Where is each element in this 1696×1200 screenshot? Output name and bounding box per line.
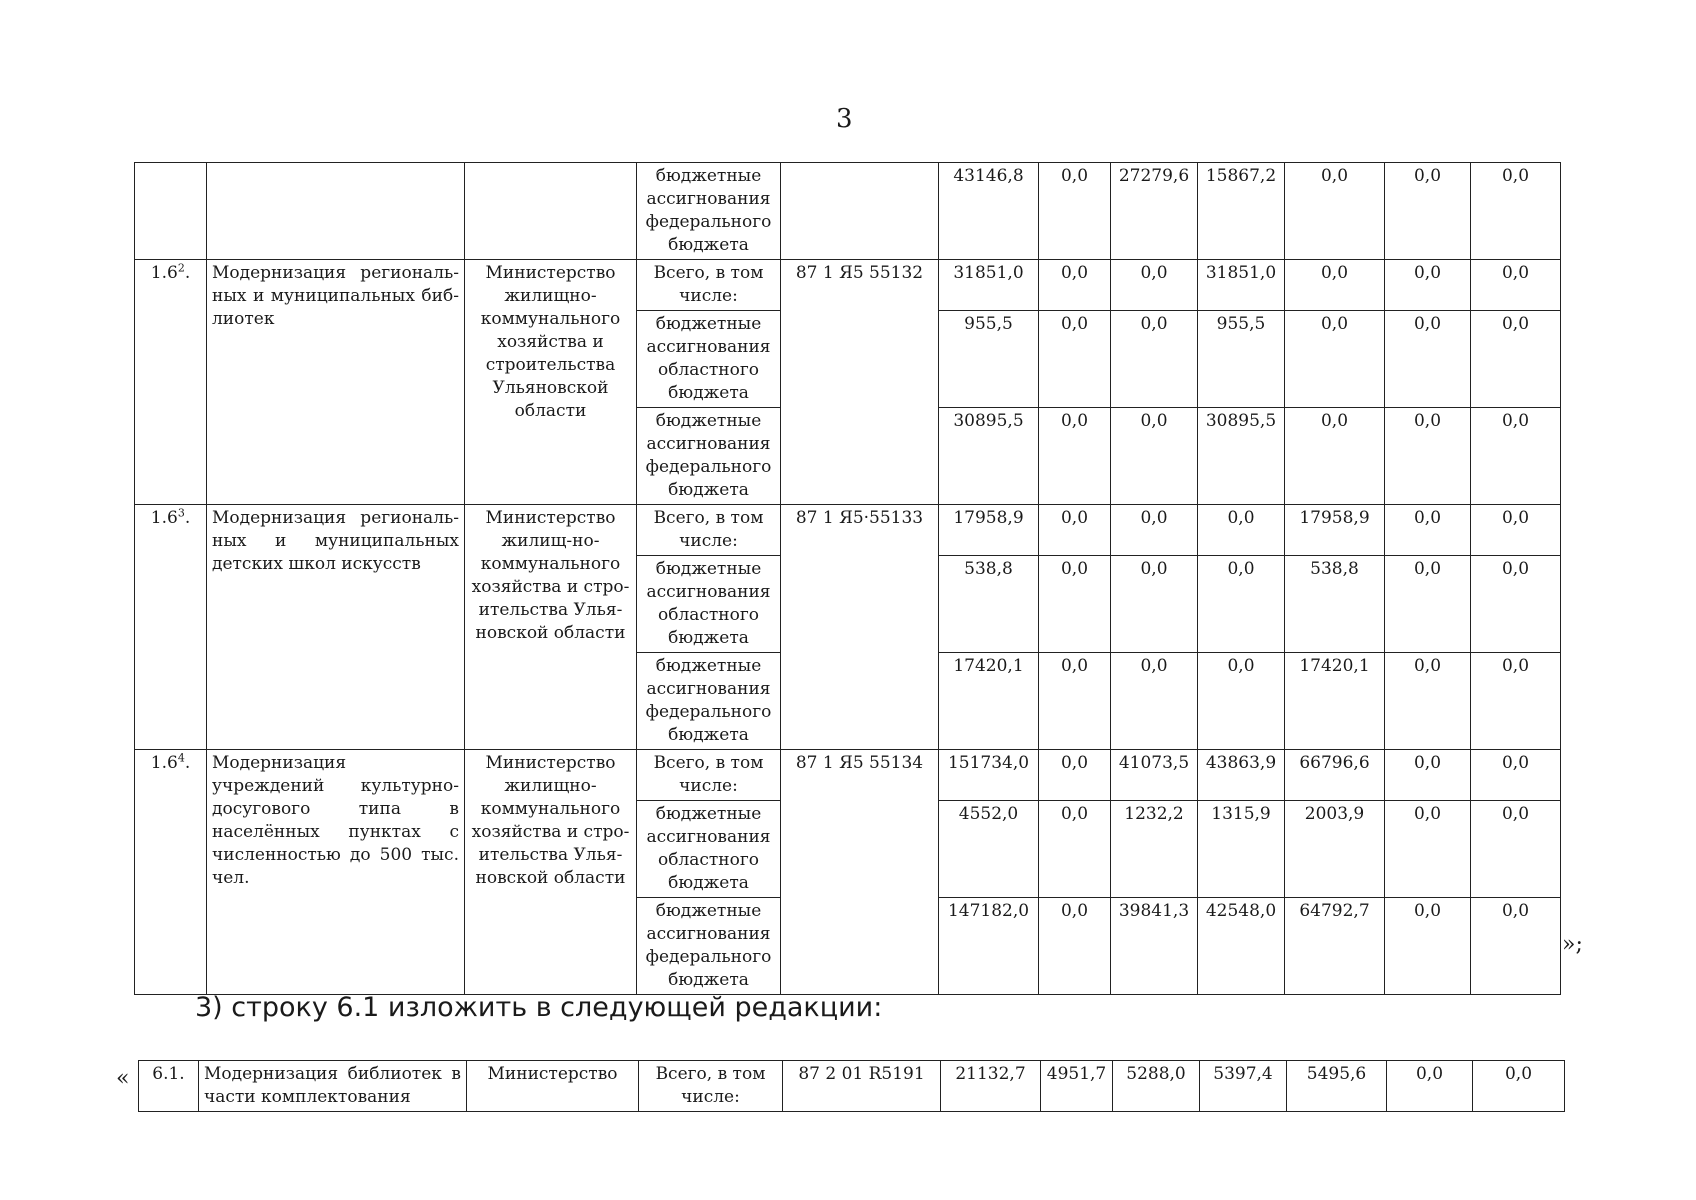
value-cell: 5288,0 <box>1113 1061 1200 1112</box>
value-cell: 0,0 <box>1111 505 1198 556</box>
measure-name: Модернизация региональных и муниципальных детских школ искусств <box>207 505 465 750</box>
value-cell: 0,0 <box>1285 163 1385 260</box>
value-cell: 538,8 <box>1285 556 1385 653</box>
budget-code: 87 2 01 R5191 <box>783 1061 941 1112</box>
value-cell: 0,0 <box>1471 653 1561 750</box>
value-cell: 0,0 <box>1385 163 1471 260</box>
value-cell: 0,0 <box>1198 556 1285 653</box>
row-number <box>135 750 207 995</box>
responsible-org: Министерство <box>467 1061 639 1112</box>
value-cell: 30895,5 <box>939 408 1039 505</box>
row-number-text: 1.6 <box>150 753 178 773</box>
funding-source: бюджетные ассигнования областного бюджета <box>637 556 781 653</box>
value-cell: 0,0 <box>1471 311 1561 408</box>
table-row <box>135 750 1561 801</box>
value-cell: 0,0 <box>1385 898 1471 995</box>
value-cell: 0,0 <box>1039 311 1111 408</box>
funding-source: бюджетные ассигнования федерального бюджета <box>637 653 781 750</box>
value-cell: 0,0 <box>1471 898 1561 995</box>
value-cell: 0,0 <box>1039 556 1111 653</box>
value-cell: 538,8 <box>939 556 1039 653</box>
value-cell: 0,0 <box>1039 260 1111 311</box>
value-cell: 17420,1 <box>939 653 1039 750</box>
row-number-dot: . <box>184 508 191 528</box>
measure-name <box>207 163 465 260</box>
value-cell: 0,0 <box>1385 408 1471 505</box>
opening-quote: « <box>116 1066 130 1091</box>
value-cell: 0,0 <box>1111 260 1198 311</box>
value-cell: 0,0 <box>1385 311 1471 408</box>
value-cell: 64792,7 <box>1285 898 1385 995</box>
value-cell: 0,0 <box>1039 505 1111 556</box>
row-number-superscript: 4 <box>177 751 185 765</box>
row-number-superscript: 3 <box>177 506 185 520</box>
responsible-org: Министерство жилищно-коммунального хозяйства и строительства Ульяновской области <box>465 260 637 505</box>
responsible-org <box>465 163 637 260</box>
value-cell: 0,0 <box>1471 163 1561 260</box>
table-row <box>135 505 1561 556</box>
value-cell: 41073,5 <box>1111 750 1198 801</box>
funding-source: бюджетные ассигнования областного бюджета <box>637 311 781 408</box>
value-cell: 2003,9 <box>1285 801 1385 898</box>
value-cell: 0,0 <box>1039 408 1111 505</box>
budget-code: 87 1 Я5 55132 <box>781 260 939 505</box>
value-cell: 17958,9 <box>1285 505 1385 556</box>
funding-source: бюджетные ассигнования федерального бюджета <box>637 898 781 995</box>
row-number-superscript: 2 <box>177 261 185 275</box>
budget-code: 87 1 Я5 55134 <box>781 750 939 995</box>
value-cell: 0,0 <box>1385 801 1471 898</box>
value-cell: 0,0 <box>1285 408 1385 505</box>
value-cell: 0,0 <box>1471 801 1561 898</box>
funding-source: бюджетные ассигнования федерального бюджета <box>637 163 781 260</box>
value-cell: 0,0 <box>1471 408 1561 505</box>
value-cell: 955,5 <box>1198 311 1285 408</box>
value-cell: 42548,0 <box>1198 898 1285 995</box>
closing-quote: »; <box>1562 932 1583 957</box>
value-cell: 17958,9 <box>939 505 1039 556</box>
row-number: 6.1. <box>139 1061 199 1112</box>
value-cell: 27279,6 <box>1111 163 1198 260</box>
value-cell: 66796,6 <box>1285 750 1385 801</box>
value-cell: 31851,0 <box>1198 260 1285 311</box>
value-cell: 0,0 <box>1471 505 1561 556</box>
value-cell: 0,0 <box>1385 556 1471 653</box>
value-cell: 31851,0 <box>939 260 1039 311</box>
value-cell: 0,0 <box>1198 505 1285 556</box>
responsible-org: Министерство жилищно-коммунального хозяйства и строительства Ульяновской области <box>465 750 637 995</box>
value-cell: 0,0 <box>1471 556 1561 653</box>
value-cell: 0,0 <box>1111 311 1198 408</box>
value-cell: 0,0 <box>1285 260 1385 311</box>
value-cell: 43146,8 <box>939 163 1039 260</box>
funding-source: Всего, в том числе: <box>637 505 781 556</box>
responsible-org: Министерство жилищ-но-коммунального хозяйства и строительства Ульяновской области <box>465 505 637 750</box>
value-cell: 0,0 <box>1039 750 1111 801</box>
budget-code: 87 1 Я5·55133 <box>781 505 939 750</box>
row-number-text: 1.6 <box>150 263 178 283</box>
value-cell: 1315,9 <box>1198 801 1285 898</box>
budget-table <box>134 162 1561 995</box>
value-cell: 151734,0 <box>939 750 1039 801</box>
value-cell: 0,0 <box>1385 260 1471 311</box>
row-number-dot: . <box>184 753 191 773</box>
value-cell: 0,0 <box>1471 260 1561 311</box>
value-cell: 15867,2 <box>1198 163 1285 260</box>
funding-source: Всего, в том числе: <box>637 750 781 801</box>
value-cell: 0,0 <box>1198 653 1285 750</box>
value-cell: 39841,3 <box>1111 898 1198 995</box>
funding-source: Всего, в том числе: <box>639 1061 783 1112</box>
value-cell: 147182,0 <box>939 898 1039 995</box>
funding-source: бюджетные ассигнования областного бюджета <box>637 801 781 898</box>
row-number <box>135 260 207 505</box>
budget-code <box>781 163 939 260</box>
row-number-text: 1.6 <box>150 508 178 528</box>
value-cell: 5397,4 <box>1200 1061 1287 1112</box>
value-cell: 0,0 <box>1111 408 1198 505</box>
value-cell: 0,0 <box>1111 653 1198 750</box>
value-cell: 0,0 <box>1285 311 1385 408</box>
table-row <box>135 163 1561 260</box>
value-cell: 0,0 <box>1039 163 1111 260</box>
value-cell: 0,0 <box>1039 653 1111 750</box>
table-row <box>139 1061 1565 1112</box>
value-cell: 0,0 <box>1111 556 1198 653</box>
value-cell: 955,5 <box>939 311 1039 408</box>
value-cell: 0,0 <box>1385 505 1471 556</box>
value-cell: 30895,5 <box>1198 408 1285 505</box>
row-number <box>135 163 207 260</box>
row-number <box>135 505 207 750</box>
value-cell: 0,0 <box>1387 1061 1473 1112</box>
funding-source: бюджетные ассигнования федерального бюджета <box>637 408 781 505</box>
value-cell: 4552,0 <box>939 801 1039 898</box>
value-cell: 4951,7 <box>1041 1061 1113 1112</box>
value-cell: 1232,2 <box>1111 801 1198 898</box>
table-row <box>135 260 1561 311</box>
measure-name: Модернизация библиотек в части комплектования <box>199 1061 467 1112</box>
measure-name: Модернизация региональных и муниципальных библиотек <box>207 260 465 505</box>
value-cell: 0,0 <box>1473 1061 1565 1112</box>
value-cell: 43863,9 <box>1198 750 1285 801</box>
value-cell: 0,0 <box>1039 801 1111 898</box>
value-cell: 0,0 <box>1385 750 1471 801</box>
instruction-text: 3) строку 6.1 изложить в следующей редакции: <box>195 992 883 1023</box>
row-number-dot: . <box>184 263 191 283</box>
value-cell: 21132,7 <box>941 1061 1041 1112</box>
value-cell: 17420,1 <box>1285 653 1385 750</box>
row-6-1-table <box>138 1060 1565 1112</box>
value-cell: 5495,6 <box>1287 1061 1387 1112</box>
value-cell: 0,0 <box>1471 750 1561 801</box>
measure-name: Модернизация учреждений культурно-досугового типа в населённых пунктах с численностью до 500 тыс. чел. <box>207 750 465 995</box>
funding-source: Всего, в том числе: <box>637 260 781 311</box>
value-cell: 0,0 <box>1385 653 1471 750</box>
value-cell: 0,0 <box>1039 898 1111 995</box>
page-number: 3 <box>836 104 853 134</box>
